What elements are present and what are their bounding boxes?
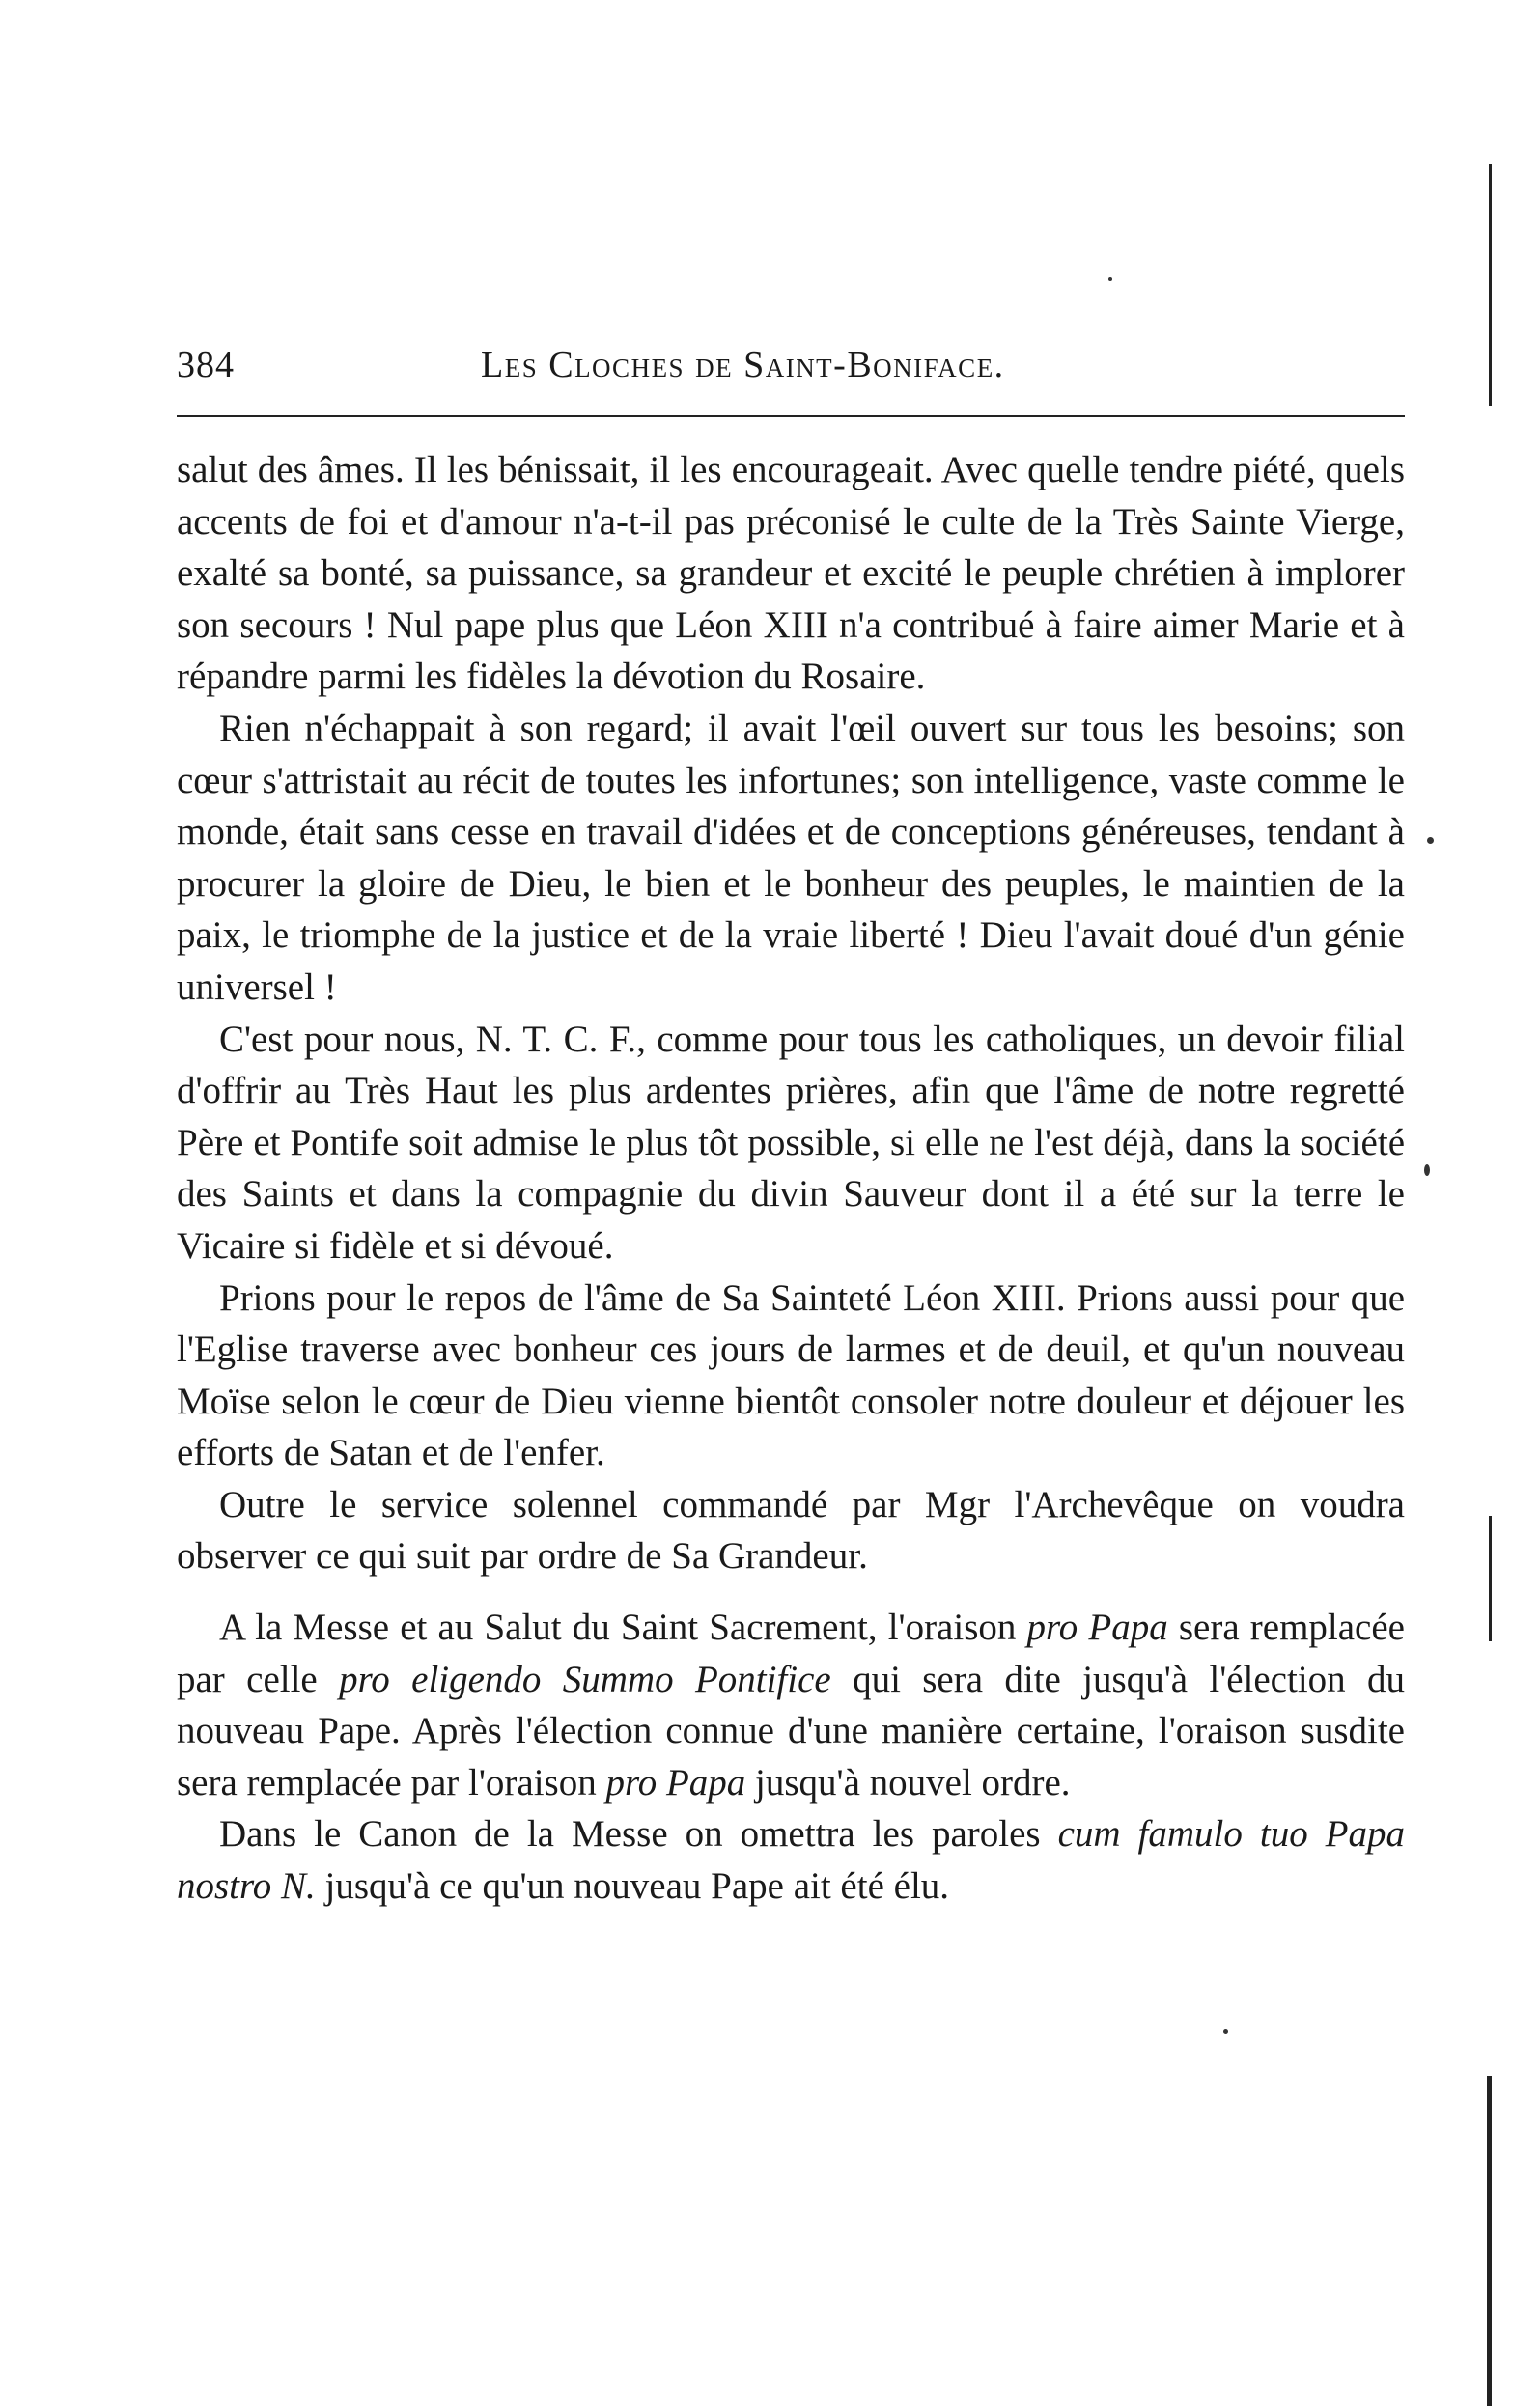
text-run: C'est pour nous, N. T. C. F., comme pour tous les catholiques, un devoir filial d'offrir au Très Haut les plus ardentes prières, afin que l'âme de notre regretté Père et Pontife soit admise le plus tôt possible, si elle ne l'est déjà, dans la société des Saints et dans la compagnie du divin Sauveur dont il a été sur la terre le Vicaire si fidèle et si dévoué. — [177, 1018, 1405, 1267]
scan-speck — [1108, 277, 1112, 281]
scan-speck — [1223, 2029, 1228, 2034]
paragraph-6 — [177, 1602, 1405, 1808]
text-run: Dans le Canon de la Messe on omettra les paroles — [219, 1813, 1058, 1856]
paragraph-1 — [177, 444, 1405, 703]
italic-text-run: pro Papa — [605, 1761, 746, 1804]
header-rule — [177, 415, 1405, 417]
scan-edge-line-top — [1489, 164, 1492, 406]
scan-speck — [1424, 1164, 1430, 1176]
paragraph-5 — [177, 1479, 1405, 1582]
italic-text-run: pro Papa — [1026, 1607, 1168, 1649]
paragraph-7 — [177, 1808, 1405, 1912]
text-run: jusqu'à ce qu'un nouveau Pape ait été élu. — [315, 1865, 950, 1908]
text-run: jusqu'à nouvel ordre. — [745, 1761, 1071, 1804]
text-run: qui sera dite jusqu'à l'élection du nouveau Pape. Après l'élection connue d'une manière certaine, l'oraison susdite sera remplacée par l'oraison — [177, 1658, 1406, 1804]
text-run: A la Messe et au Salut du Saint Sacrement, l'oraison — [219, 1607, 1027, 1649]
scan-edge-line-bottom — [1487, 2076, 1492, 2406]
italic-text-run: pro eligendo Summo Pontifice — [339, 1658, 831, 1700]
paragraph-3 — [177, 1014, 1405, 1273]
italic-text-run: cum famulo tuo Papa nostro N. — [177, 1813, 1406, 1908]
text-run: Outre le service solennel commandé par Mgr l'Archevêque on voudra observer ce qui suit par ordre de Sa Grandeur. — [177, 1483, 1405, 1578]
paragraph-4 — [177, 1273, 1405, 1479]
page-number: 384 — [177, 345, 235, 385]
text-run: salut des âmes. Il les bénissait, il les encourageait. Avec quelle tendre piété, quels accents de foi et d'amour n'a-t-il pas préconisé le culte de la Très Sainte Vierge, exalté sa bonté, sa puissance, sa grandeur et excité le peuple chrétien à implorer son secours ! Nul pape plus que Léon XIII n'a contribué à faire aimer Marie et à répandre parmi les fidèles la dévotion du Rosaire. — [177, 449, 1405, 698]
text-run: Rien n'échappait à son regard; il avait l'œil ouvert sur tous les besoins; son cœur s'attristait au récit de toutes les infortunes; son intelligence, vaste comme le monde, était sans cesse en travail d'idées et de conceptions généreuses, tendant à procurer la gloire de Dieu, le bien et le bonheur des peuples, le maintien de la paix, le triomphe de la justice et de la vraie liberté ! Dieu l'avait doué d'un génie universel ! — [177, 707, 1405, 1008]
paragraph-2 — [177, 703, 1405, 1014]
text-run: sera remplacée par celle — [177, 1607, 1405, 1700]
scan-speck — [1427, 837, 1434, 844]
scan-edge-line-mid — [1489, 1516, 1492, 1641]
running-title: Les Cloches de Saint-Boniface. — [481, 345, 1005, 385]
body-text — [177, 444, 1405, 1913]
book-page — [177, 338, 1406, 1908]
text-run: Prions pour le repos de l'âme de Sa Sainteté Léon XIII. Prions aussi pour que l'Eglise traverse avec bonheur ces jours de larmes et de deuil, et qu'un nouveau Moïse selon le cœur de Dieu vienne bientôt consoler notre douleur et déjouer les efforts de Satan et de l'enfer. — [177, 1276, 1405, 1474]
running-head — [177, 338, 1405, 398]
